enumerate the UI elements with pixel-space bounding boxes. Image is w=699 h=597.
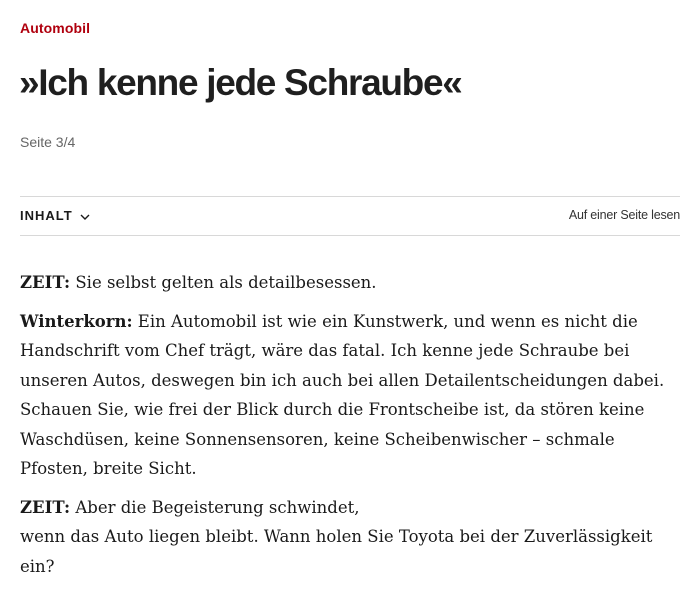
speaker-label: ZEIT: — [20, 273, 71, 292]
paragraph-text: Aber die Begeisterung schwindet, — [70, 497, 360, 517]
speaker-label: ZEIT: — [20, 497, 71, 517]
speaker-label: Winterkorn: — [20, 311, 133, 331]
article-body — [20, 268, 685, 590]
paragraph — [20, 268, 685, 298]
paragraph-text: Ein Automobil ist wie ein Kunstwerk, und wenn es nicht die Handschrift vom Chef trägt, wäre das fatal. Ich kenne jede Schraube bei unseren Autos, deswegen bin ich auch bei allen Detailentscheidungen dabei. Schauen Sie, wie frei der Blick durch die Frontscheibe ist, da stören keine Waschdüsen, keine Sonnensensoren, keine Scheibenwischer – schmale Pfosten, breite Sicht. — [20, 311, 665, 478]
article-title: »Ich kenne jede Schraube« — [19, 62, 462, 103]
paragraph — [20, 307, 685, 484]
page-indicator: Seite 3/4 — [20, 134, 76, 150]
chevron-down-icon — [79, 210, 91, 222]
paragraph-text: Sie selbst gelten als detailbesessen. — [70, 273, 377, 292]
toc-label: INHALT — [20, 208, 73, 223]
section-kicker[interactable]: Automobil — [20, 20, 91, 36]
paragraph — [20, 493, 685, 582]
table-of-contents-bar — [20, 196, 680, 236]
read-on-single-page-link[interactable]: Auf einer Seite lesen — [568, 208, 680, 222]
toc-toggle-button[interactable] — [20, 208, 91, 223]
paragraph-text: wenn das Auto liegen bleibt. Wann holen Sie Toyota bei der Zuverlässigkeit ein? — [20, 527, 653, 576]
